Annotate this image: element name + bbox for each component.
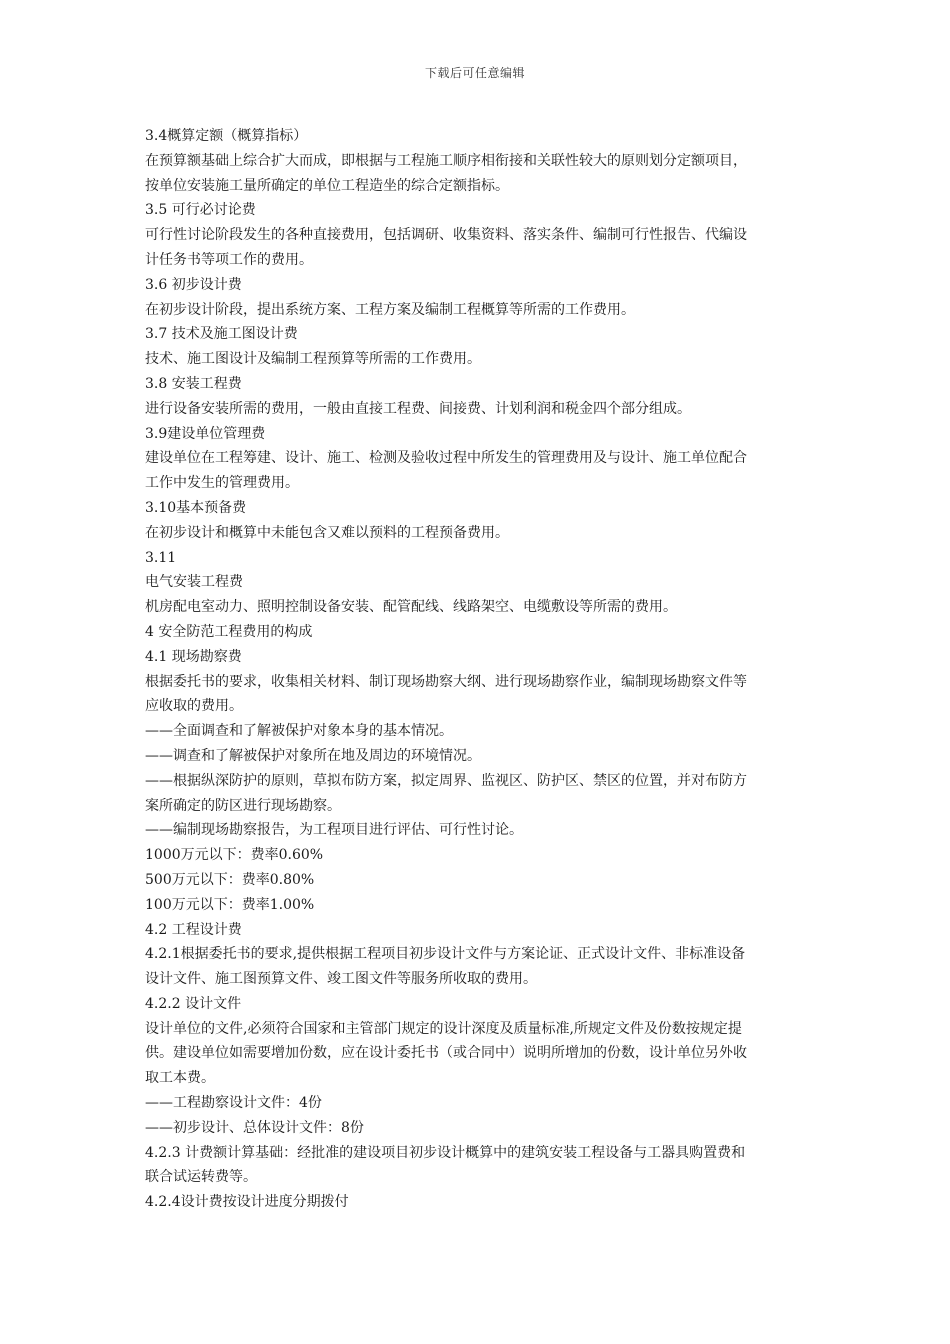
list-item: 案所确定的防区进行现场勘察。: [145, 797, 341, 814]
paragraph-line: 按单位安装施工量所确定的单位工程造坐的综合定额指标。: [145, 177, 509, 194]
paragraph-line: 设计文件、施工图预算文件、竣工图文件等服务所收取的费用。: [145, 971, 537, 988]
section-heading: 3.10基本预备费: [145, 499, 247, 516]
section-heading: 3.8 安装工程费: [145, 375, 242, 392]
paragraph-line: 计任务书等项工作的费用。: [145, 251, 313, 268]
section-heading: 3.6 初步设计费: [145, 276, 242, 293]
list-item: ——根据纵深防护的原则，草拟布防方案，拟定周界、监视区、防护区、禁区的位置，并对布防方: [145, 772, 747, 789]
section-heading: 3.11: [145, 549, 177, 566]
list-item: ——调查和了解被保护对象所在地及周边的环境情况。: [145, 747, 481, 764]
paragraph-line: 供。建设单位如需要增加份数，应在设计委托书（或合同中）说明所增加的份数，设计单位另外收: [145, 1045, 747, 1062]
section-heading: 4.2.4设计费按设计进度分期拨付: [145, 1194, 349, 1211]
section-heading: 4 安全防范工程费用的构成: [145, 623, 313, 640]
rate-line: 1000万元以下：费率0.60%: [145, 847, 324, 864]
paragraph-line: 进行设备安装所需的费用，一般由直接工程费、间接费、计划利润和税金四个部分组成。: [145, 400, 691, 417]
paragraph-line: 可行性讨论阶段发生的各种直接费用，包括调研、收集资料、落实条件、编制可行性报告、代编设: [145, 227, 747, 244]
paragraph-line: 在初步设计阶段，提出系统方案、工程方案及编制工程概算等所需的工作费用。: [145, 301, 635, 318]
paragraph-line: 根据委托书的要求，收集相关材料、制订现场勘察大纲、进行现场勘察作业，编制现场勘察文件等: [145, 673, 747, 690]
paragraph-line: 技术、施工图设计及编制工程预算等所需的工作费用。: [145, 351, 481, 368]
section-heading: 3.7 技术及施工图设计费: [145, 326, 298, 343]
section-heading: 4.1 现场勘察费: [145, 648, 242, 665]
section-heading: 3.4概算定额（概算指标）: [145, 128, 308, 144]
section-heading: 4.2 工程设计费: [145, 921, 242, 938]
document-body: [145, 124, 810, 1215]
list-item: ——全面调查和了解被保护对象本身的基本情况。: [145, 723, 453, 740]
section-heading: 电气安装工程费: [145, 574, 243, 591]
paragraph-line: 4.2.1根据委托书的要求,提供根据工程项目初步设计文件与方案论证、正式设计文件、非标准设备: [145, 946, 746, 963]
section-heading: 3.9建设单位管理费: [145, 425, 266, 442]
paragraph-line: 在预算额基础上综合扩大而成，即根据与工程施工顺序相衔接和关联性较大的原则划分定额项目，: [145, 152, 747, 169]
section-heading: 3.5 可行必讨论费: [145, 202, 256, 219]
paragraph-line: 在初步设计和概算中未能包含又难以预料的工程预备费用。: [145, 524, 509, 541]
section-heading: 4.2.2 设计文件: [145, 995, 242, 1012]
paragraph-line: 取工本费。: [145, 1070, 215, 1087]
paragraph-line: 4.2.3 计费额计算基础：经批准的建设项目初步设计概算中的建筑安装工程设备与工器具购置费和: [145, 1144, 746, 1161]
page-header: 下载后可任意编辑: [424, 66, 525, 80]
paragraph-line: 工作中发生的管理费用。: [145, 475, 299, 492]
paragraph-line: 联合试运转费等。: [145, 1169, 257, 1186]
paragraph-line: 设计单位的文件,必须符合国家和主管部门规定的设计深度及质量标准,所规定文件及份数按规定提: [145, 1020, 742, 1037]
list-item: ——初步设计、总体设计文件：8份: [145, 1119, 364, 1136]
paragraph-line: 建设单位在工程筹建、设计、施工、检测及验收过程中所发生的管理费用及与设计、施工单位配合: [145, 450, 747, 467]
list-item: ——工程勘察设计文件：4份: [145, 1095, 322, 1112]
list-item: ——编制现场勘察报告，为工程项目进行评估、可行性讨论。: [145, 822, 523, 839]
rate-line: 500万元以下：费率0.80%: [145, 871, 315, 888]
rate-line: 100万元以下：费率1.00%: [145, 896, 315, 913]
paragraph-line: 应收取的费用。: [145, 698, 243, 715]
paragraph-line: 机房配电室动力、照明控制设备安装、配管配线、线路架空、电缆敷设等所需的费用。: [145, 599, 677, 616]
